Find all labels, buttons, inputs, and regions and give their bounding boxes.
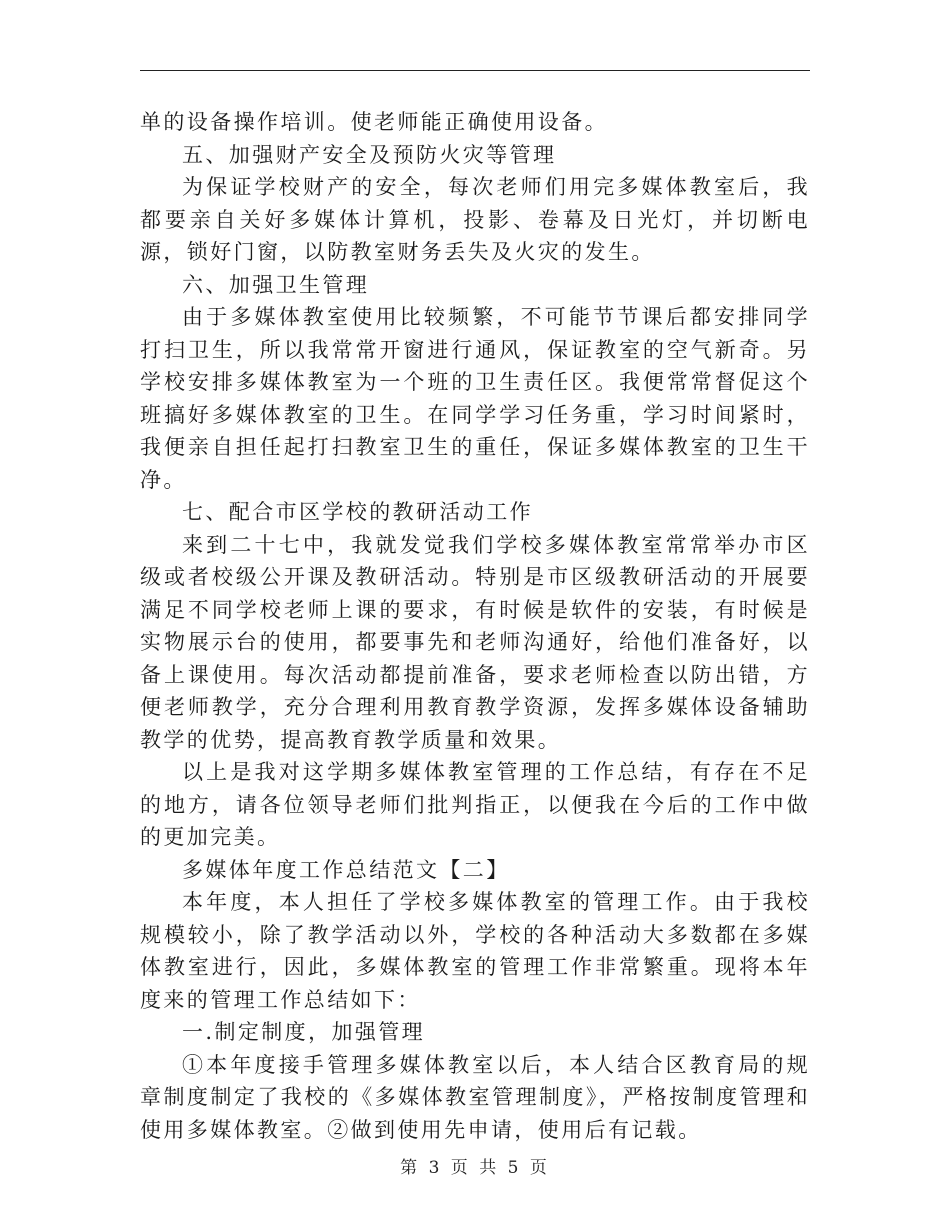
paragraph: 来到二十七中，我就发觉我们学校多媒体教室常常举办市区级或者校级公开课及教研活动。特别是市区级教研活动的开展要满足不同学校老师上课的要求，有时候是软件的安装，有时候是实物展示台的使用，都要事先和老师沟通好，给他们准备好，以备上课使用。每次活动都提前准备，要求老师检查以防出错，方便老师教学，充分合理利用教育教学资源，发挥多媒体设备辅助教学的优势，提高教育教学质量和效果。 — [140, 532, 810, 752]
paragraph: 本年度，本人担任了学校多媒体教室的管理工作。由于我校规模较小，除了教学活动以外，学校的各种活动大多数都在多媒体教室进行，因此，多媒体教室的管理工作非常繁重。现将本年度来的管理工作总结如下： — [140, 890, 810, 1012]
paragraph: 为保证学校财产的安全，每次老师们用完多媒体教室后，我都要亲自关好多媒体计算机，投影、卷幕及日光灯，并切断电源，锁好门窗，以防教室财务丢失及火灾的发生。 — [140, 175, 810, 264]
paragraph: 以上是我对这学期多媒体教室管理的工作总结，有存在不足的地方，请各位领导老师们批判指正，以便我在今后的工作中做的更加完美。 — [140, 760, 810, 849]
section-heading: 一.制定制度，加强管理 — [182, 1020, 426, 1044]
article-title: 多媒体年度工作总结范文【二】 — [182, 857, 510, 882]
section-heading: 六、加强卫生管理 — [182, 272, 370, 297]
section-heading: 七、配合市区学校的教研活动工作 — [182, 500, 533, 524]
document-body — [140, 106, 810, 1146]
paragraph: 由于多媒体教室使用比较频繁，不可能节节课后都安排同学打扫卫生，所以我常常开窗进行通风，保证教室的空气新奇。另学校安排多媒体教室为一个班的卫生责任区。我便常常督促这个班搞好多媒体教室的卫生。在同学学习任务重，学习时间紧时，我便亲自担任起打扫教室卫生的重任，保证多媒体教室的卫生干净。 — [140, 305, 810, 492]
paragraph: ①本年度接手管理多媒体教室以后，本人结合区教育局的规章制度制定了我校的《多媒体教室管理制度》，严格按制度管理和使用多媒体教室。②做到使用先申请，使用后有记载。 — [140, 1052, 810, 1142]
page-number: 第 3 页 共 5 页 — [400, 1158, 550, 1178]
section-heading: 五、加强财产安全及预防火灾等管理 — [182, 142, 557, 167]
paragraph: 单的设备操作培训。使老师能正确使用设备。 — [140, 110, 608, 134]
header-rule — [140, 70, 810, 71]
